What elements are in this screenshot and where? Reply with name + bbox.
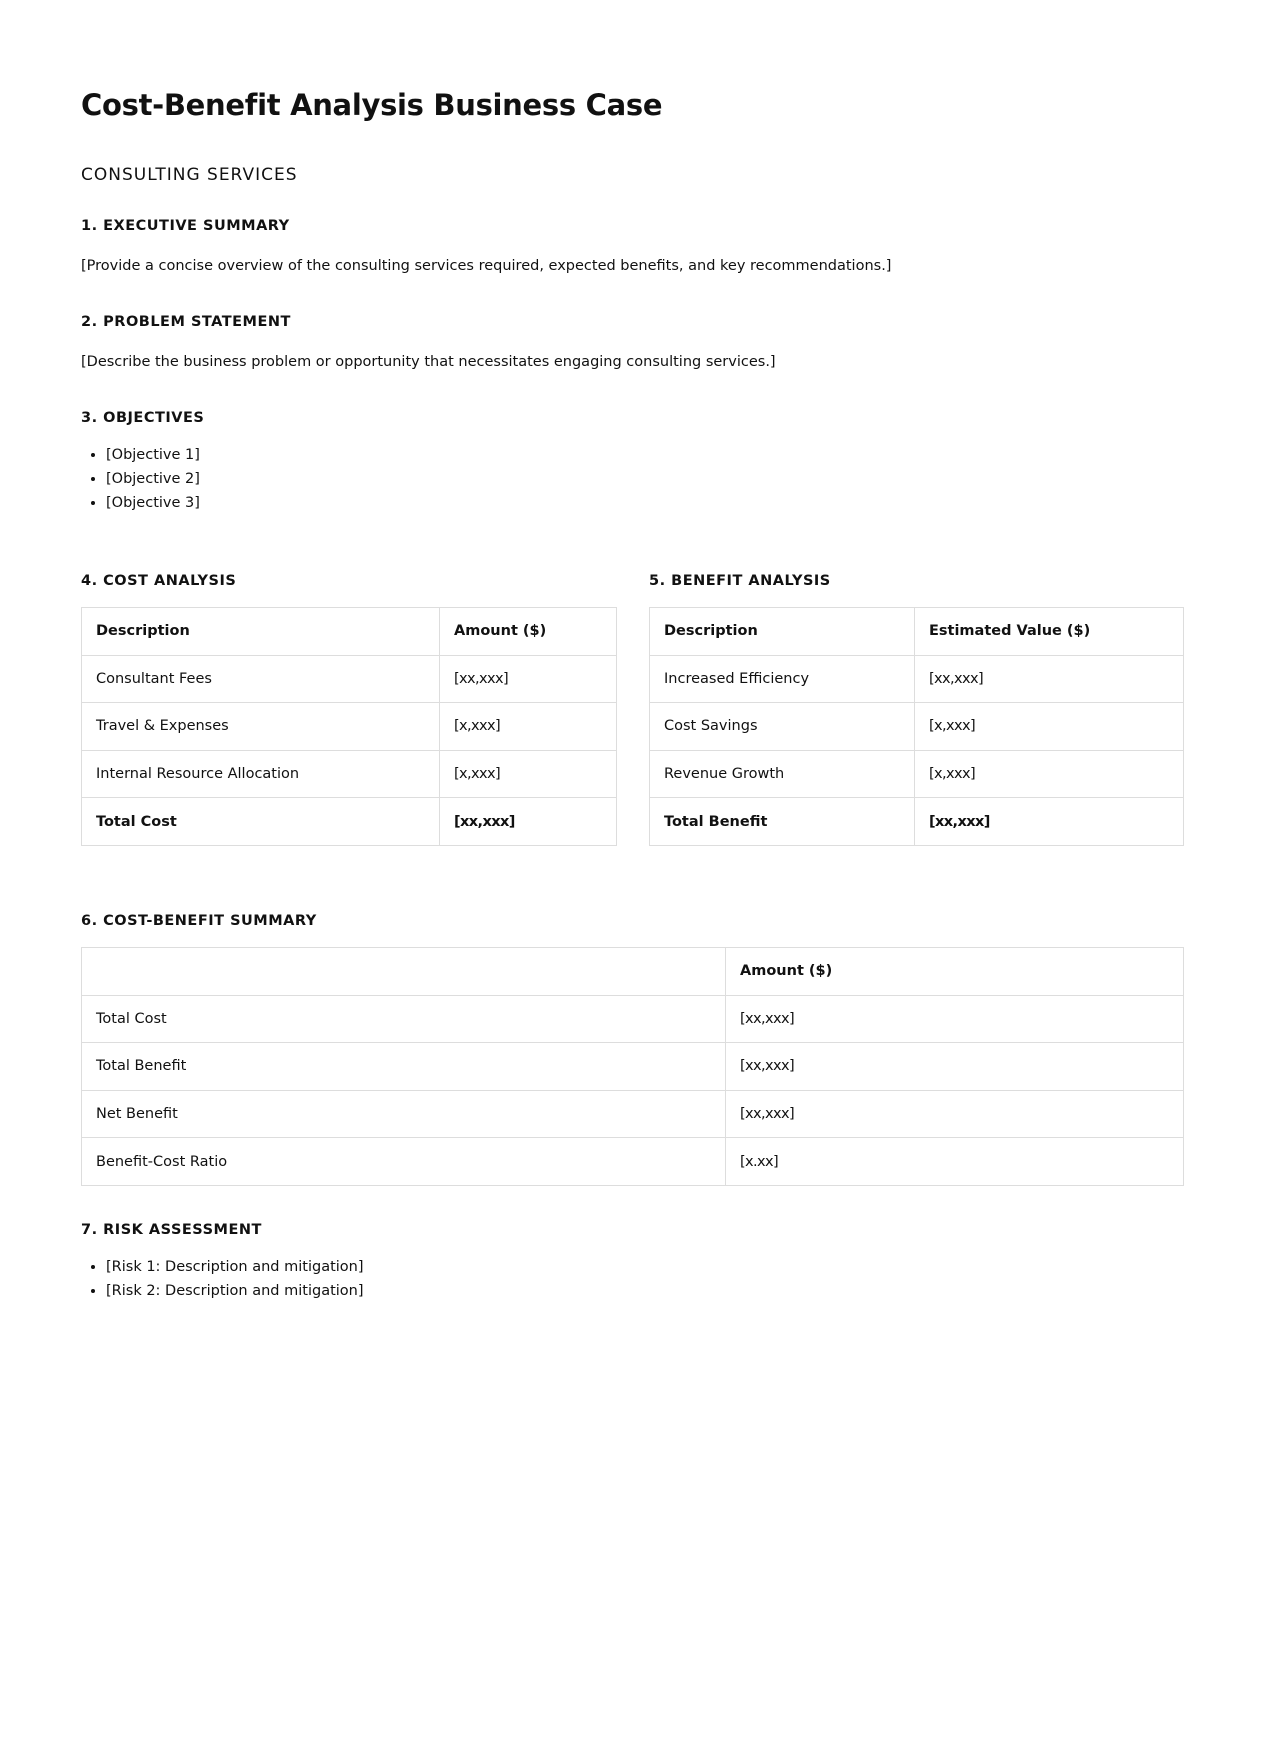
- table-header-row: [650, 608, 1184, 656]
- objective-item: • [Objective 1]: [106, 443, 200, 467]
- table-header-row: [82, 948, 1184, 996]
- table-row: [82, 1138, 1184, 1186]
- column-header-blank: [82, 948, 726, 996]
- table-row: [650, 655, 1184, 703]
- table-row: [82, 703, 617, 751]
- cost-description: Consultant Fees: [82, 655, 440, 703]
- table-row: [82, 750, 617, 798]
- cost-description: Travel & Expenses: [82, 703, 440, 751]
- summary-label: Benefit-Cost Ratio: [82, 1138, 726, 1186]
- total-cost-label: Total Cost: [82, 798, 440, 846]
- objective-item: • [Objective 2]: [106, 467, 200, 491]
- table-row: [82, 655, 617, 703]
- risk-assessment-heading: 7. RISK ASSESSMENT: [81, 1222, 262, 1238]
- benefit-amount: [xx,xxx]: [915, 655, 1184, 703]
- table-row: [650, 750, 1184, 798]
- benefit-description: Cost Savings: [650, 703, 915, 751]
- summary-label: Net Benefit: [82, 1090, 726, 1138]
- cost-amount: [x,xxx]: [440, 750, 617, 798]
- executive-summary-text: [Provide a concise overview of the consulting services required, expected benefits, and key recommendations.]: [81, 258, 892, 274]
- benefit-description: Revenue Growth: [650, 750, 915, 798]
- benefit-amount: [x,xxx]: [915, 703, 1184, 751]
- table-row: [82, 1090, 1184, 1138]
- total-benefit-row: [650, 798, 1184, 846]
- cost-analysis-table: [81, 607, 617, 846]
- column-header-description: Description: [650, 608, 915, 656]
- total-cost-row: [82, 798, 617, 846]
- cost-amount: [x,xxx]: [440, 703, 617, 751]
- total-benefit-amount: [xx,xxx]: [915, 798, 1184, 846]
- total-benefit-label: Total Benefit: [650, 798, 915, 846]
- cost-analysis-heading: 4. COST ANALYSIS: [81, 573, 237, 589]
- summary-label: Total Benefit: [82, 1043, 726, 1091]
- benefit-analysis-table: [649, 607, 1184, 846]
- document-subtitle: CONSULTING SERVICES: [81, 165, 298, 185]
- summary-amount: [xx,xxx]: [726, 1090, 1184, 1138]
- table-row: [650, 703, 1184, 751]
- benefit-description: Increased Efficiency: [650, 655, 915, 703]
- benefit-analysis-heading: 5. BENEFIT ANALYSIS: [649, 573, 831, 589]
- column-header-amount: Amount ($): [440, 608, 617, 656]
- summary-label: Total Cost: [82, 995, 726, 1043]
- column-header-amount: Amount ($): [726, 948, 1184, 996]
- table-row: [82, 995, 1184, 1043]
- cost-amount: [xx,xxx]: [440, 655, 617, 703]
- objective-item: • [Objective 3]: [106, 491, 200, 515]
- table-header-row: [82, 608, 617, 656]
- column-header-estimated-value: Estimated Value ($): [915, 608, 1184, 656]
- executive-summary-heading: 1. EXECUTIVE SUMMARY: [81, 218, 290, 234]
- risk-item: • [Risk 1: Description and mitigation]: [106, 1255, 364, 1279]
- problem-statement-text: [Describe the business problem or opportunity that necessitates engaging consulting services.]: [81, 354, 776, 370]
- summary-amount: [xx,xxx]: [726, 995, 1184, 1043]
- objectives-heading: 3. OBJECTIVES: [81, 410, 205, 426]
- document-title: Cost-Benefit Analysis Business Case: [81, 88, 663, 122]
- risk-list: [81, 1255, 364, 1303]
- cost-benefit-summary-table: [81, 947, 1184, 1186]
- total-cost-amount: [xx,xxx]: [440, 798, 617, 846]
- summary-amount: [xx,xxx]: [726, 1043, 1184, 1091]
- table-row: [82, 1043, 1184, 1091]
- benefit-amount: [x,xxx]: [915, 750, 1184, 798]
- summary-amount: [x.xx]: [726, 1138, 1184, 1186]
- cost-description: Internal Resource Allocation: [82, 750, 440, 798]
- column-header-description: Description: [82, 608, 440, 656]
- risk-item: • [Risk 2: Description and mitigation]: [106, 1279, 364, 1303]
- problem-statement-heading: 2. PROBLEM STATEMENT: [81, 314, 291, 330]
- cost-benefit-summary-heading: 6. COST-BENEFIT SUMMARY: [81, 913, 317, 929]
- objectives-list: [81, 443, 200, 515]
